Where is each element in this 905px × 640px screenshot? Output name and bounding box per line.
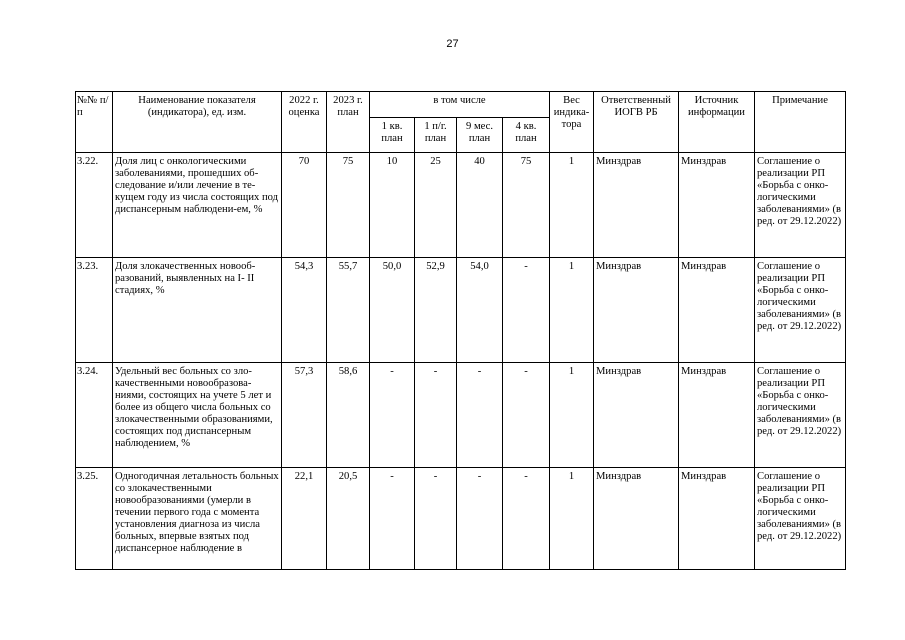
row-q1: 10 <box>370 153 415 258</box>
row-q4: - <box>503 363 550 468</box>
row-q1: - <box>370 363 415 468</box>
header-2023: 2023 г. план <box>327 92 370 153</box>
row-source: Минздрав <box>679 258 755 363</box>
row-q4: - <box>503 258 550 363</box>
row-source: Минздрав <box>679 363 755 468</box>
row-num: 3.22. <box>76 153 113 258</box>
row-q4: 75 <box>503 153 550 258</box>
row-num: 3.23. <box>76 258 113 363</box>
header-source: Источник информации <box>679 92 755 153</box>
row-responsible: Минздрав <box>594 153 679 258</box>
row-q1: 50,0 <box>370 258 415 363</box>
row-9m: 54,0 <box>457 258 503 363</box>
row-name: Удельный вес больных со зло-качественными новообразова-ниями, состоящих на учете 5 лет и более из общего числа больных со злокачественными образованиями, состоящих под диспансерным наблюдением, % <box>113 363 282 468</box>
table-row <box>76 258 846 363</box>
header-q4: 4 кв. план <box>503 118 550 153</box>
row-note: Соглашение о реализации РП «Борьба с онко-логическими заболеваниями» (в ред. от 29.12.2022) <box>755 363 846 468</box>
row-num: 3.24. <box>76 363 113 468</box>
row-9m: - <box>457 363 503 468</box>
row-h1: - <box>415 468 457 570</box>
row-source: Минздрав <box>679 468 755 570</box>
indicators-table <box>75 91 846 570</box>
header-including: в том числе <box>370 92 550 118</box>
row-q4: - <box>503 468 550 570</box>
header-q1: 1 кв. план <box>370 118 415 153</box>
row-weight: 1 <box>550 153 594 258</box>
row-2022: 22,1 <box>282 468 327 570</box>
row-weight: 1 <box>550 363 594 468</box>
row-note: Соглашение о реализации РП «Борьба с онко-логическими заболеваниями» (в ред. от 29.12.2022) <box>755 468 846 570</box>
row-weight: 1 <box>550 258 594 363</box>
header-responsible: Ответственный ИОГВ РБ <box>594 92 679 153</box>
row-num: 3.25. <box>76 468 113 570</box>
row-note: Соглашение о реализации РП «Борьба с онко-логическими заболеваниями» (в ред. от 29.12.2022) <box>755 153 846 258</box>
table-row <box>76 153 846 258</box>
header-weight: Вес индика-тора <box>550 92 594 153</box>
table-row <box>76 468 846 570</box>
row-q1: - <box>370 468 415 570</box>
row-name: Доля лиц с онкологическими заболеваниями, прошедших об-следование и/или лечение в те-кущем году из числа состоящих под диспансерным наблюдени-ем, % <box>113 153 282 258</box>
row-h1: - <box>415 363 457 468</box>
row-9m: 40 <box>457 153 503 258</box>
row-2022: 57,3 <box>282 363 327 468</box>
header-9m: 9 мес. план <box>457 118 503 153</box>
row-2022: 70 <box>282 153 327 258</box>
row-h1: 25 <box>415 153 457 258</box>
row-name: Доля злокачественных новооб-разований, выявленных на I- II стадиях, % <box>113 258 282 363</box>
row-responsible: Минздрав <box>594 363 679 468</box>
row-2023: 75 <box>327 153 370 258</box>
row-responsible: Минздрав <box>594 258 679 363</box>
page-number: 27 <box>446 38 459 50</box>
row-weight: 1 <box>550 468 594 570</box>
row-h1: 52,9 <box>415 258 457 363</box>
row-2023: 58,6 <box>327 363 370 468</box>
header-name: Наименование показателя (индикатора), ед. изм. <box>113 92 282 153</box>
row-name: Одногодичная летальность больных со злокачественными новообразованиями (умерли в течении первого года с момента установления диагноза из числа больных, впервые взятых под диспансерное наблюдение в <box>113 468 282 570</box>
header-h1: 1 п/г. план <box>415 118 457 153</box>
row-2023: 55,7 <box>327 258 370 363</box>
row-note: Соглашение о реализации РП «Борьба с онко-логическими заболеваниями» (в ред. от 29.12.2022) <box>755 258 846 363</box>
row-2022: 54,3 <box>282 258 327 363</box>
header-2022: 2022 г. оценка <box>282 92 327 153</box>
header-note: Примечание <box>755 92 846 153</box>
header-num: №№ п/п <box>76 92 113 153</box>
row-responsible: Минздрав <box>594 468 679 570</box>
row-9m: - <box>457 468 503 570</box>
table-row <box>76 363 846 468</box>
row-2023: 20,5 <box>327 468 370 570</box>
row-source: Минздрав <box>679 153 755 258</box>
header-row <box>76 92 846 118</box>
